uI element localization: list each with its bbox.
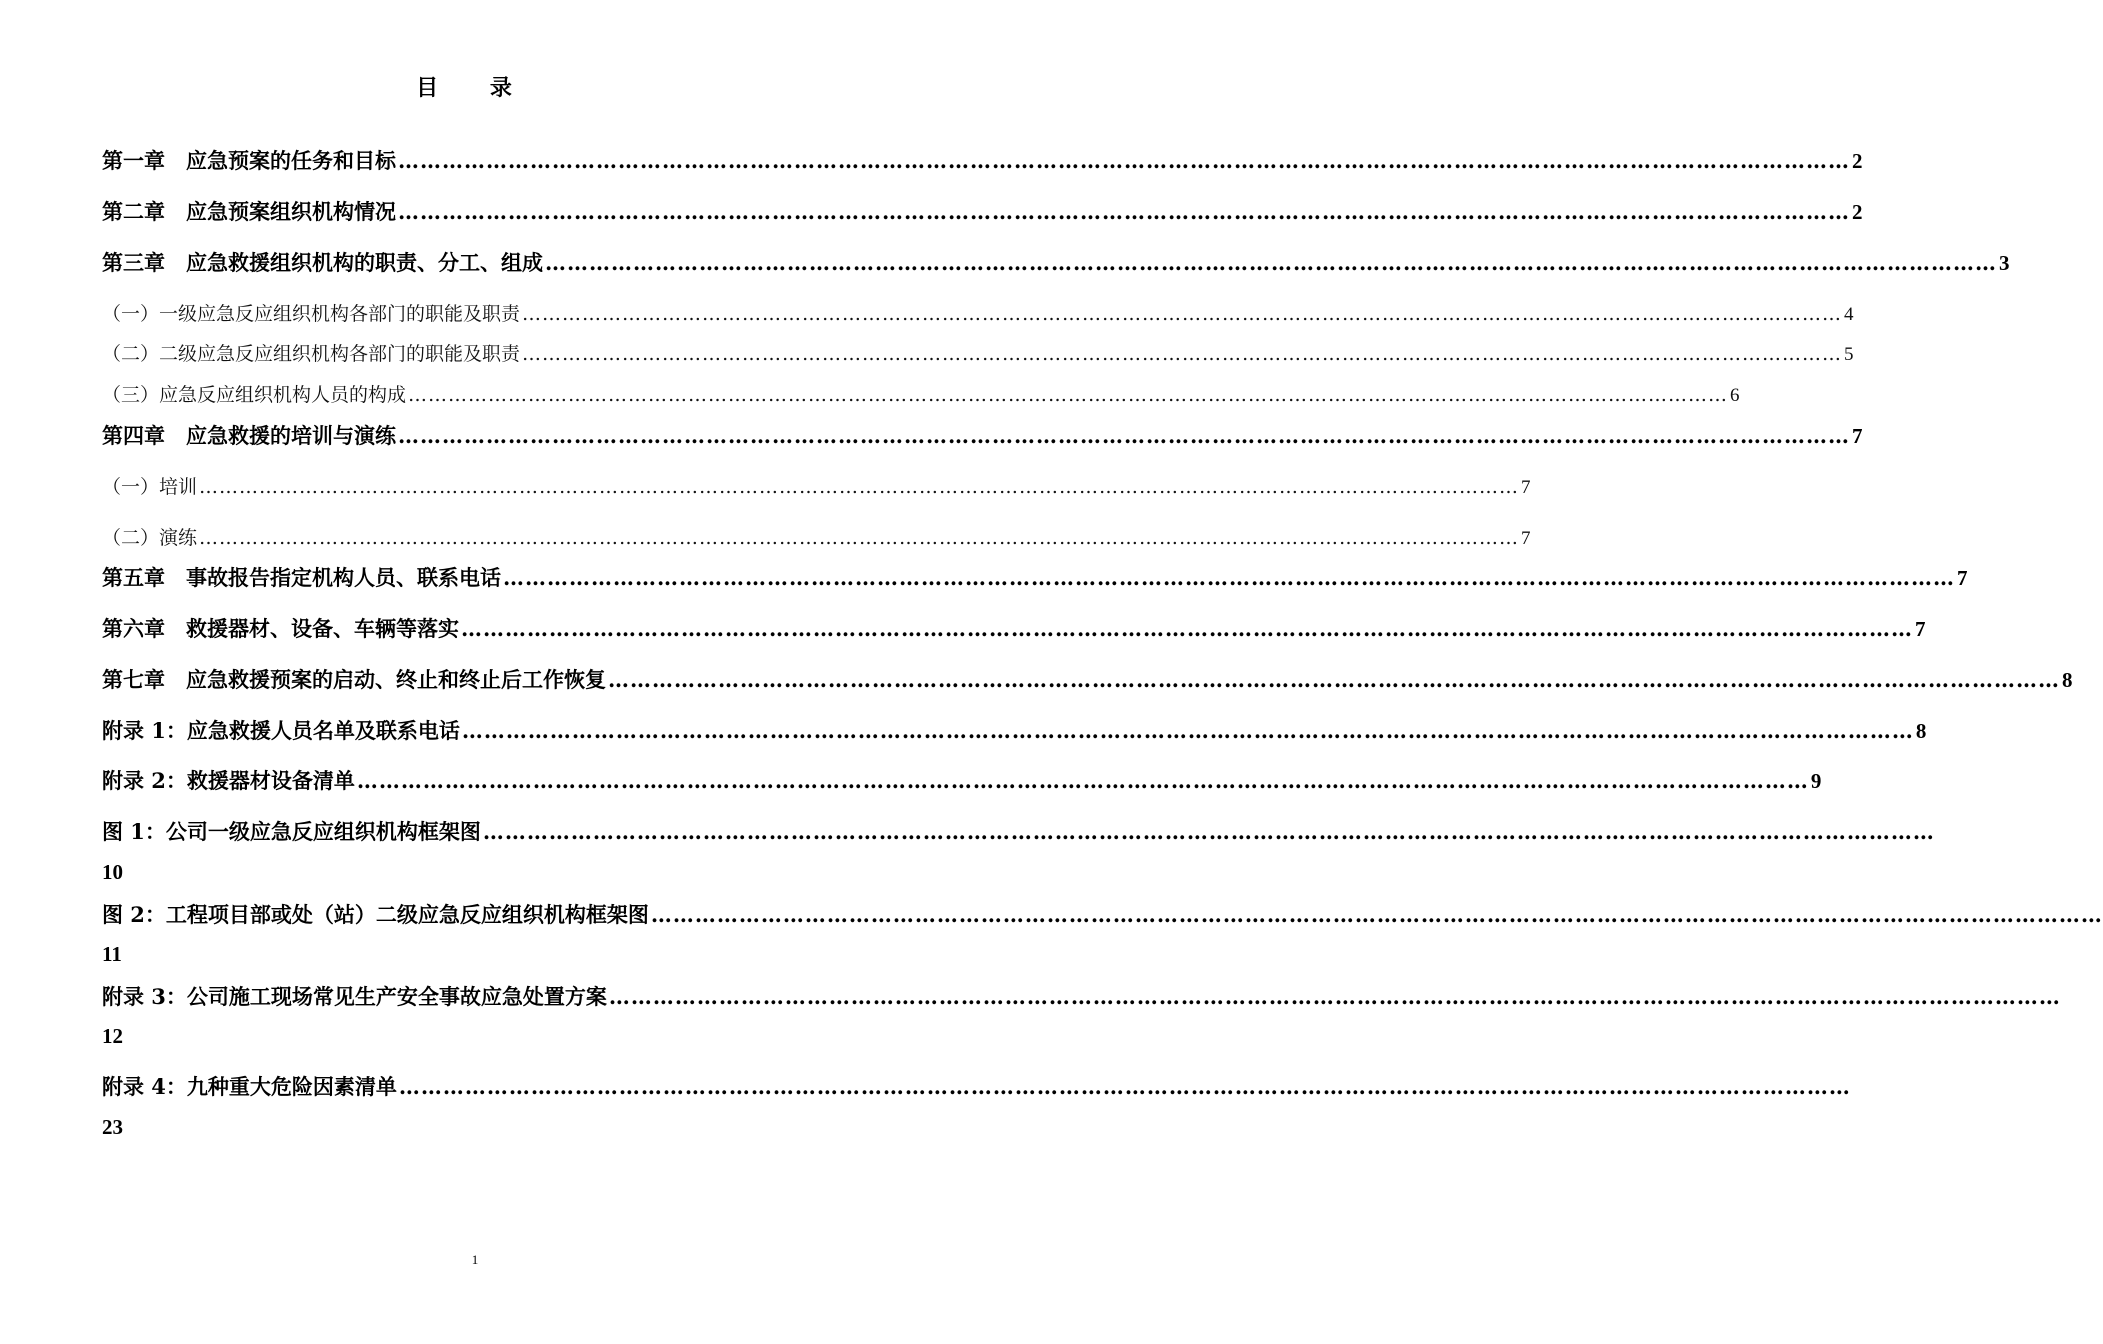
toc-entry-label: 第六章 救援器材、设备、车辆等落实 [102,616,459,641]
toc-entry-page: 7 [1915,617,1926,641]
toc-entry-label: 第四章 应急救援的培训与演练 [102,423,396,448]
toc-entry-page: 7 [1957,566,1968,590]
toc-leader-dots: ……………………………………………………………………………………………………………………………………………………………………………… [408,384,1729,406]
toc-entry-label: 第五章 事故报告指定机构人员、联系电话 [102,565,501,590]
toc-entry-appendix-1[interactable] [102,716,1927,746]
toc-entry-figure-1[interactable] [102,817,1935,847]
toc-entry-label: 附录 1：应急救援人员名单及联系电话 [102,718,460,743]
toc-entry-page: 2 [1852,149,1863,173]
toc-entry-label: 附录 4：九种重大危险因素清单 [102,1074,397,1099]
toc-entry-chapter-2[interactable] [102,197,1863,227]
toc-entry-label: （二）演练 [102,527,198,549]
toc-leader-dots: ……………………………………………………………………………………………………………………………………………………………………………… [608,667,2060,692]
toc-title: 目 录 [416,75,534,101]
toc-entry-page: 23 [102,1115,123,1139]
toc-entry-page: 7 [1852,424,1863,448]
toc-entry-page: 10 [102,860,123,884]
toc-entry-appendix-3[interactable] [102,982,2061,1012]
toc-entry-label: （三）应急反应组织机构人员的构成 [102,384,407,406]
toc-leader-dots: ……………………………………………………………………………………………………………………………………………………………………………… [650,902,2103,927]
toc-entry-figure-2[interactable] [102,900,2103,930]
toc-entry-page: 4 [1844,304,1854,325]
toc-leader-dots: ……………………………………………………………………………………………………………………………………………………………………………… [503,565,1955,590]
toc-entry-label: 第一章 应急预案的任务和目标 [102,148,396,173]
toc-entry-section-3-1[interactable] [102,300,1854,329]
toc-leader-dots: ……………………………………………………………………………………………………………………………………………………………………………… [482,819,1935,844]
toc-entry-page: 6 [1730,385,1740,406]
toc-entry-page: 9 [1810,769,1822,793]
toc-entry-label: 附录 3：公司施工现场常见生产安全事故应急处置方案 [102,984,607,1009]
toc-entry-label: 第三章 应急救援组织机构的职责、分工、组成 [102,250,543,275]
footer-page-number: 1 [471,1252,479,1267]
toc-leader-dots: ……………………………………………………………………………………………………………………………………………………………………………… [522,343,1843,365]
toc-leader-dots: ……………………………………………………………………………………………………………………………………………………………………………… [199,476,1520,498]
toc-entry-page: 5 [1844,344,1854,365]
toc-leader-dots: ……………………………………………………………………………………………………………………………………………………………………………… [545,250,1997,275]
toc-entry-page: 7 [1521,528,1531,549]
toc-leader-dots: ……………………………………………………………………………………………………………………………………………………………………………… [461,718,1914,743]
toc-entry-page: 12 [102,1024,123,1048]
toc-entry-page: 2 [1852,200,1863,224]
toc-entry-chapter-6[interactable] [102,614,1926,644]
toc-entry-chapter-1[interactable] [102,146,1863,176]
toc-entry-page: 11 [102,942,122,966]
toc-entry-label: （一）培训 [102,476,198,498]
toc-entry-chapter-7[interactable] [102,665,2073,695]
toc-leader-dots: ……………………………………………………………………………………………………………………………………………………………………………… [398,199,1850,224]
toc-entry-section-4-1[interactable] [102,473,1531,502]
toc-leader-dots: ……………………………………………………………………………………………………………………………………………………………………………… [398,1074,1851,1099]
toc-entry-chapter-4[interactable] [102,421,1863,451]
toc-entry-label: （一）一级应急反应组织机构各部门的职能及职责 [102,303,521,325]
toc-leader-dots: ……………………………………………………………………………………………………………………………………………………………………………… [461,616,1913,641]
toc-entry-page: 8 [1915,719,1927,743]
toc-leader-dots: ……………………………………………………………………………………………………………………………………………………………………………… [608,984,2061,1009]
toc-entry-label: 第七章 应急救援预案的启动、终止和终止后工作恢复 [102,667,606,692]
toc-entry-chapter-5[interactable] [102,563,1968,593]
toc-entry-label: 附录 2：救援器材设备清单 [102,768,355,793]
toc-entry-section-3-3[interactable] [102,381,1740,410]
toc-entry-label: 第二章 应急预案组织机构情况 [102,199,396,224]
toc-leader-dots: ……………………………………………………………………………………………………………………………………………………………………………… [522,303,1843,325]
toc-entry-label: 图 1：公司一级应急反应组织机构框架图 [102,819,481,844]
toc-entry-page: 7 [1521,477,1531,498]
toc-entry-section-3-2[interactable] [102,340,1854,369]
toc-leader-dots: ……………………………………………………………………………………………………………………………………………………………………………… [398,148,1850,173]
toc-entry-page: 8 [2062,668,2073,692]
toc-entry-appendix-2[interactable] [102,766,1822,796]
toc-leader-dots: ……………………………………………………………………………………………………………………………………………………………………………… [356,768,1809,793]
toc-entry-chapter-3[interactable] [102,248,2010,278]
toc-entry-label: （二）二级应急反应组织机构各部门的职能及职责 [102,343,521,365]
toc-entry-page: 3 [1999,251,2010,275]
toc-leader-dots: ……………………………………………………………………………………………………………………………………………………………………………… [199,527,1520,549]
toc-entry-label: 图 2：工程项目部或处（站）二级应急反应组织机构框架图 [102,902,649,927]
toc-entry-section-4-2[interactable] [102,524,1531,553]
toc-entry-appendix-4[interactable] [102,1072,1851,1102]
toc-leader-dots: ……………………………………………………………………………………………………………………………………………………………………………… [398,423,1850,448]
